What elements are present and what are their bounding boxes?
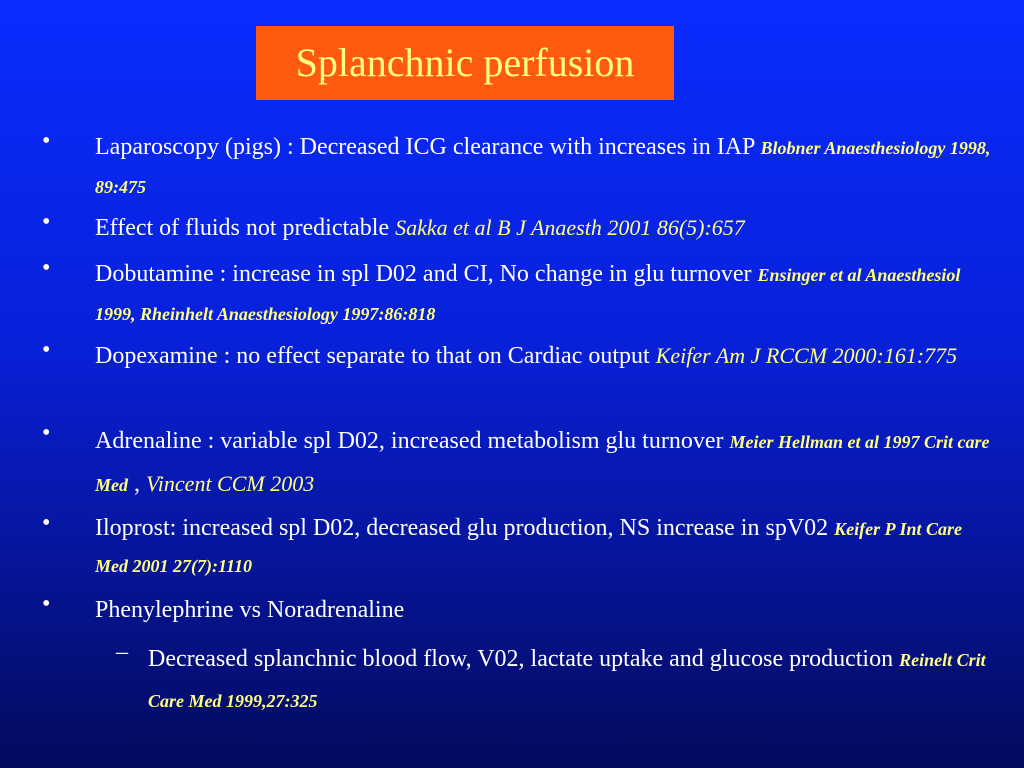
bullet-icon: • xyxy=(42,591,51,617)
bullet-reference: Blobner Anaesthesiology 1998, 89:475 xyxy=(95,138,991,197)
bullet-icon: • xyxy=(42,510,51,536)
sub-bullet-main-text: Decreased splanchnic blood flow, V02, lactate uptake and glucose production xyxy=(148,646,900,672)
bullet-main-text: Adrenaline : variable spl D02, increased metabolism glu turnover xyxy=(95,428,730,454)
bullet-icon: • xyxy=(42,128,51,154)
dash-icon: – xyxy=(116,639,128,665)
bullet-text xyxy=(95,510,995,584)
sub-bullet-reference: Reinelt Crit Care Med 1999,27:325 xyxy=(148,650,986,711)
bullet-reference: Ensinger et al Anaesthesiol 1999, Rheinhelt Anaesthesiology 1997:86:818 xyxy=(95,265,961,324)
bullet-main-text: Effect of fluids not predictable xyxy=(95,215,396,241)
bullet-reference: Meier Hellman et al 1997 Crit care Med xyxy=(95,432,990,495)
bullet-reference-secondary: Vincent CCM 2003 xyxy=(146,471,315,496)
bullet-text xyxy=(95,209,995,247)
bullet-main-text: Laparoscopy (pigs) : Decreased ICG clearance with increases in IAP xyxy=(95,134,761,160)
bullet-reference: Keifer Am J RCCM 2000:161:775 xyxy=(655,343,958,368)
title-box xyxy=(256,26,674,100)
bullet-reference: Keifer P Int Care Med 2001 27(7):1110 xyxy=(95,519,962,576)
bullet-icon: • xyxy=(42,337,51,363)
bullet-main-text: Dopexamine : no effect separate to that on Cardiac output xyxy=(95,343,656,369)
bullet-text xyxy=(95,420,995,506)
bullet-text xyxy=(95,255,995,333)
bullet-reference: Sakka et al B J Anaesth 2001 86(5):657 xyxy=(395,215,745,240)
sub-bullet-text xyxy=(148,639,988,721)
bullet-main-text: Dobutamine : increase in spl D02 and CI, No change in glu turnover xyxy=(95,261,758,287)
reference-separator: , xyxy=(128,471,146,497)
bullet-main-text: Phenylephrine vs Noradrenaline xyxy=(95,597,405,623)
bullet-icon: • xyxy=(42,420,51,446)
bullet-main-text: Iloprost: increased spl D02, decreased glu production, NS increase in spV02 xyxy=(95,515,835,541)
bullet-icon: • xyxy=(42,209,51,235)
bullet-text xyxy=(95,128,995,206)
slide-title: Splanchnic perfusion xyxy=(295,40,635,85)
bullet-text xyxy=(95,591,995,629)
bullet-icon: • xyxy=(42,255,51,281)
bullet-text xyxy=(95,337,995,375)
